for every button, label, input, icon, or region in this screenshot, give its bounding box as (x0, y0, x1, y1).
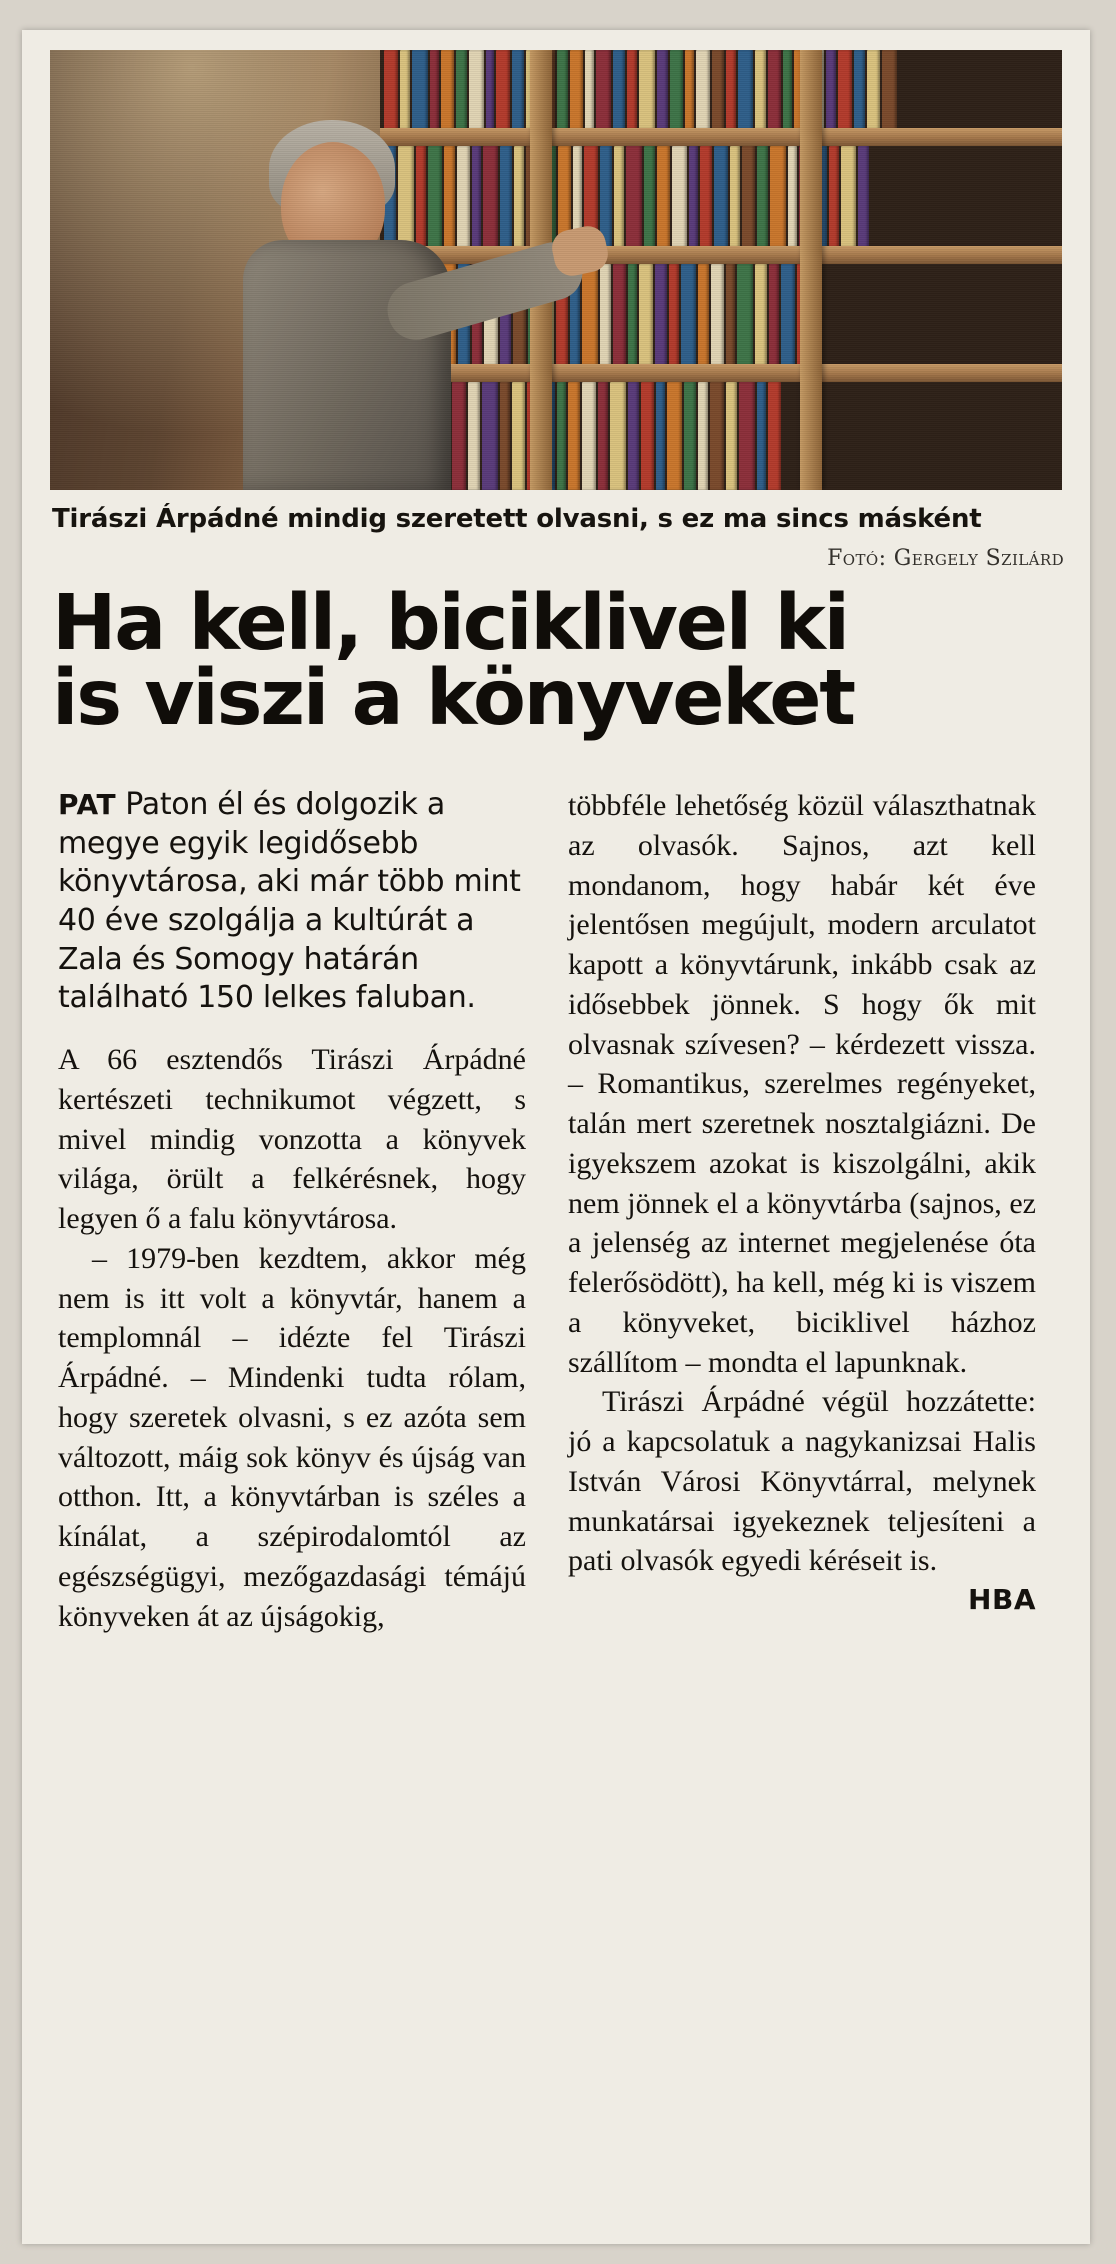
article-photo (50, 50, 1062, 490)
headline-line-2: is viszi a könyveket (52, 654, 854, 744)
lead-paragraph (58, 786, 526, 1018)
photo-background (50, 50, 1062, 490)
headline-line-1: Ha kell, biciklivel ki (52, 579, 848, 668)
figure-coat (243, 240, 451, 490)
paragraph: – 1979-ben kezdtem, akkor még nem is itt volt a könyvtár, hanem a templomnál – idézte fel Tirászi Árpádné. – Mindenki tudta rólam, hogy szeretek olvasni, s ez azóta sem változott, máig sok könyv és újság van otthon. Itt, a könyvtárban is széles a kínálat, a szépirodalomtól az egészségügyi, mezőgazdasági témájú könyveken át az újságokig, (58, 1241, 526, 1633)
paragraph: Tirászi Árpádné végül hozzátette: jó a kapcsolatuk a nagykanizsai Halis István Városi Könyvtárral, melynek munkatársai igyekeznek teljesíteni a pati olvasók egyedi kéréseit is. (568, 1385, 1036, 1578)
byline-signature: HBA (968, 1583, 1036, 1616)
article-column-right (568, 786, 1036, 1616)
paper-sheet (22, 30, 1090, 2244)
photo-caption: Tirászi Árpádné mindig szeretett olvasni, s ez ma sincs másként (52, 504, 982, 534)
librarian-figure (235, 112, 535, 490)
article-column-left (58, 786, 526, 1636)
paragraph: többféle lehetőség közül választhatnak az olvasók. Sajnos, azt kell mondanom, hogy habár két éve jelentősen megújult, modern arculatot kapott a könyvtárunk, inkább csak az idősebbek jönnek. S hogy ők mit olvasnak szívesen? – kérdezett vissza. – Romantikus, szerelmes regényeket, talán mert szeretnek nosztalgiázni. De igyekszem azokat is kiszolgálni, akik nem jönnek el a könyvtárba (sajnos, ez a jelenség az internet megjelenése óta felerősödött), ha kell, még ki is viszem a könyveket, biciklivel házhoz szállítom – mondta el lapunknak. (568, 789, 1036, 1379)
lead-text: Paton él és dolgozik a megye egyik legidősebb könyvtárosa, aki már több mint 40 éve szolgálja a kultúrát a Zala és Somogy határán található 150 lelkes faluban. (58, 787, 521, 1016)
headline (52, 579, 1064, 744)
photo-credit: Fotó: Gergely Szilárd (827, 546, 1064, 571)
paragraph: A 66 esztendős Tirászi Árpádné kertészeti technikumot végzett, s mivel mindig vonzotta a könyvek világa, örült a felkérésnek, hogy legyen ő a falu könyvtárosa. (58, 1043, 526, 1236)
dateline: PAT (58, 788, 117, 821)
shelf-post (800, 50, 822, 490)
